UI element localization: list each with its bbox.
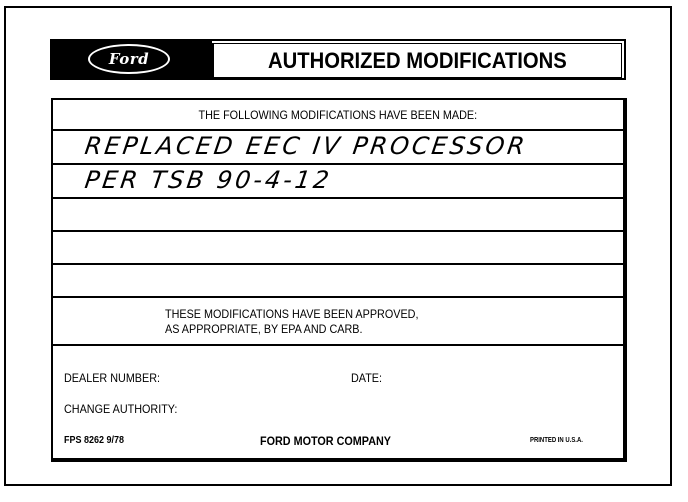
- date-label: DATE:: [351, 371, 383, 385]
- form-heading: THE FOLLOWING MODIFICATIONS HAVE BEEN MADE:: [198, 107, 478, 122]
- printed-in-usa: PRINTED IN U.S.A.: [530, 437, 583, 444]
- handwritten-entry: PER TSB 90-4-12: [83, 166, 334, 194]
- change-authority-label: CHANGE AUTHORITY:: [64, 402, 178, 416]
- form-shadow: [51, 98, 627, 462]
- dealer-number-label: DEALER NUMBER:: [64, 371, 161, 385]
- approval-line-2: AS APPROPRIATE, BY EPA AND CARB.: [165, 322, 363, 336]
- title-box: [212, 39, 626, 80]
- header: [50, 39, 626, 80]
- company-name: FORD MOTOR COMPANY: [260, 434, 392, 448]
- page-title: AUTHORIZED MODIFICATIONS: [268, 47, 567, 73]
- logo-block: [50, 39, 212, 80]
- ford-logo-text: Ford: [108, 50, 150, 68]
- handwritten-entry: REPLACED EEC IV PROCESSOR: [83, 132, 530, 160]
- approval-line-1: THESE MODIFICATIONS HAVE BEEN APPROVED,: [165, 307, 419, 321]
- form-number: FPS 8262 9/78: [64, 435, 125, 446]
- title-frame: [212, 43, 622, 78]
- ford-logo: [88, 44, 170, 74]
